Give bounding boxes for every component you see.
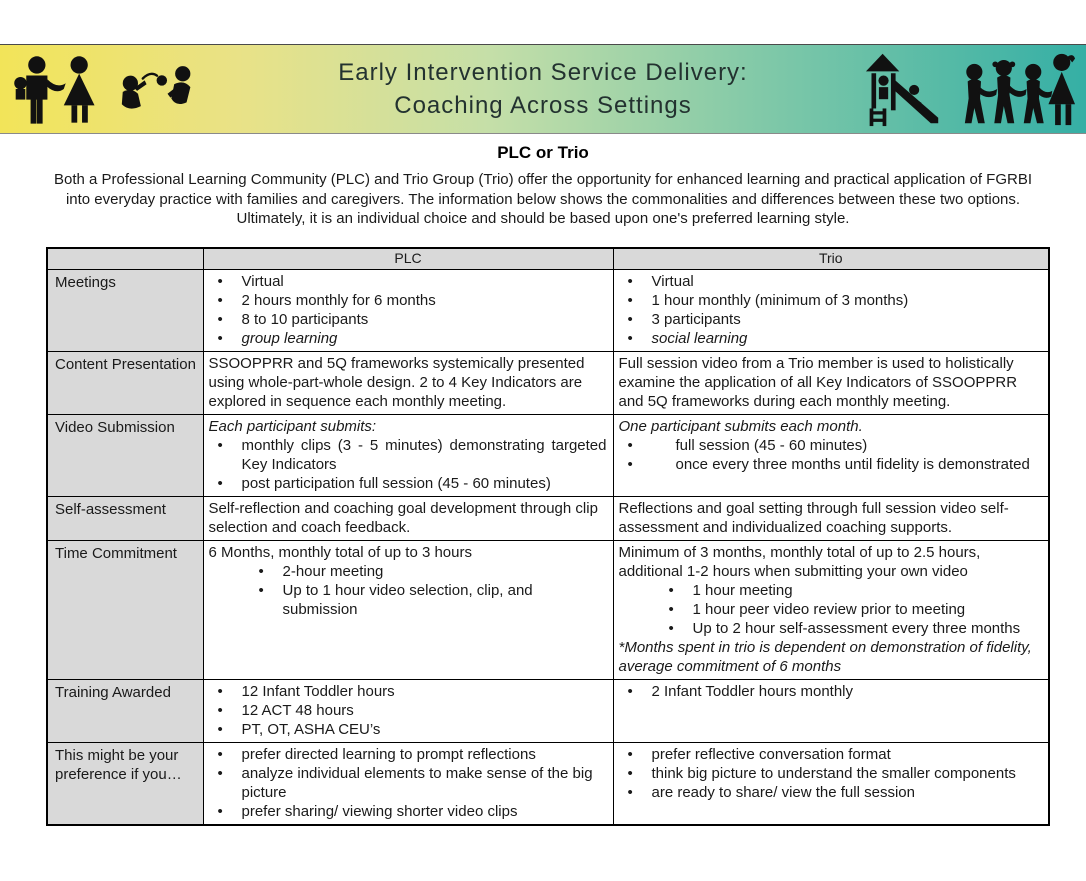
bullet-marker: • [217, 329, 223, 347]
bullet-text: full session (45 - 60 minutes) [675, 436, 868, 454]
bullet-item [619, 291, 1043, 310]
bullet-item [619, 619, 1043, 638]
bullet-marker: • [668, 600, 674, 618]
bullet-item [209, 291, 607, 310]
bullet-item [209, 745, 607, 764]
row-label: Training Awarded [47, 679, 203, 742]
group-walking-icon [960, 45, 1078, 133]
bullet-text: 12 Infant Toddler hours [241, 682, 395, 700]
cell-trio [613, 742, 1049, 825]
row-label: Meetings [47, 269, 203, 351]
row-label: This might be your preference if you… [47, 742, 203, 825]
bullet-item [619, 455, 1043, 474]
bullet-marker: • [627, 764, 633, 782]
bullet-text: 2-hour meeting [282, 562, 384, 580]
bullet-item [619, 783, 1043, 802]
bullet-marker: • [627, 745, 633, 763]
bullet-item [619, 682, 1043, 701]
bullet-marker: • [668, 619, 674, 637]
header-cell-plc: PLC [203, 248, 613, 270]
header-banner [0, 44, 1086, 134]
row-label: Content Presentation [47, 351, 203, 414]
cell-trio [613, 679, 1049, 742]
bullet-text: prefer reflective conversation format [651, 745, 891, 763]
cell-plc [203, 540, 613, 679]
table-header-row [47, 248, 1049, 270]
bullet-text: once every three months until fidelity is demonstrated [675, 455, 1030, 473]
bullet-item [209, 272, 607, 291]
bullet-marker: • [217, 682, 223, 700]
bullet-marker: • [217, 764, 223, 782]
cell-trio [613, 414, 1049, 496]
cell-plc [203, 414, 613, 496]
bullet-text: post participation full session (45 - 60 minutes) [241, 474, 551, 492]
cell-italic-text: Each participant submits: [208, 417, 377, 435]
bullet-marker: • [217, 291, 223, 309]
bullet-text: social learning [651, 329, 748, 347]
banner-title-line2: Coaching Across Settings [394, 92, 692, 119]
bullet-text: prefer sharing/ viewing shorter video clips [241, 802, 518, 820]
bullet-text: Up to 1 hour video selection, clip, and submission [282, 581, 533, 618]
table-row [47, 742, 1049, 825]
bullet-item [209, 329, 607, 348]
bullet-marker: • [258, 562, 264, 580]
bullet-marker: • [627, 682, 633, 700]
header-cell-empty [47, 248, 203, 270]
bullet-text: prefer directed learning to prompt reflections [241, 745, 536, 763]
bullet-text: analyze individual elements to make sense of the big picture [241, 764, 593, 801]
row-label: Video Submission [47, 414, 203, 496]
bullet-marker: • [627, 783, 633, 801]
cell-trio [613, 540, 1049, 679]
cell-plc [203, 269, 613, 351]
cell-italic-text: One participant submits each month. [618, 417, 863, 435]
cell-trio [613, 269, 1049, 351]
bullet-text: Up to 2 hour self-assessment every three months [692, 619, 1021, 637]
table-row [47, 414, 1049, 496]
cell-trio [613, 496, 1049, 540]
bullet-text: 2 Infant Toddler hours monthly [651, 682, 854, 700]
cell-text: 6 Months, monthly total of up to 3 hours [208, 543, 472, 561]
bullet-item [209, 310, 607, 329]
bullet-item [209, 720, 607, 739]
bullet-item [209, 581, 607, 619]
bullet-item [619, 764, 1043, 783]
bullet-item [619, 600, 1043, 619]
bullet-item [209, 764, 607, 802]
bullet-text: Virtual [241, 272, 284, 290]
bullet-marker: • [258, 581, 264, 599]
bullet-marker: • [217, 802, 223, 820]
cell-trio [613, 351, 1049, 414]
table-row [47, 351, 1049, 414]
cell-text: SSOOPPRR and 5Q frameworks systemically presented using whole-part-whole design. 2 to 4 Key Indicators are explored in sequence each monthly meeting. [208, 354, 585, 410]
table-row [47, 496, 1049, 540]
bullet-text: PT, OT, ASHA CEU’s [241, 720, 381, 738]
page-title: PLC or Trio [497, 143, 589, 162]
row-label: Self-assessment [47, 496, 203, 540]
bullet-marker: • [627, 291, 633, 309]
cell-plc [203, 679, 613, 742]
bullet-text: 1 hour peer video review prior to meeting [692, 600, 966, 618]
table-row [47, 269, 1049, 351]
bullet-marker: • [217, 745, 223, 763]
cell-italic-text: *Months spent in trio is dependent on demonstration of fidelity, average commitment of 6 months [618, 638, 1032, 675]
bullet-marker: • [668, 581, 674, 599]
bullet-marker: • [217, 436, 223, 454]
family-icon [8, 45, 108, 133]
bullet-marker: • [217, 272, 223, 290]
bullet-item [619, 310, 1043, 329]
table-row [47, 540, 1049, 679]
bullet-text: think big picture to understand the smaller components [651, 764, 1016, 782]
bullet-item [209, 701, 607, 720]
bullet-marker: • [627, 329, 633, 347]
children-ball-icon [118, 45, 198, 133]
cell-plc [203, 351, 613, 414]
bullet-marker: • [627, 272, 633, 290]
bullet-text: 2 hours monthly for 6 months [241, 291, 436, 309]
cell-text: Self-reflection and coaching goal development through clip selection and coach feedback. [208, 499, 598, 536]
bullet-text: 12 ACT 48 hours [241, 701, 354, 719]
bullet-text: Virtual [651, 272, 694, 290]
cell-plc [203, 742, 613, 825]
playground-slide-icon [860, 45, 946, 133]
bullet-item [209, 562, 607, 581]
bullet-text: monthly clips (3 - 5 minutes) demonstrating targeted Key Indicators [241, 436, 607, 473]
bullet-item [209, 682, 607, 701]
bullet-item [619, 436, 1043, 455]
bullet-text: group learning [241, 329, 338, 347]
intro-paragraph: Both a Professional Learning Community (PLC) and Trio Group (Trio) offer the opportunity for enhanced learning and practical application of FGRBI into everyday practice with families and caregivers. The information below shows the commonalities and differences between these two options. Ultimately, it is an individual choice and should be based upon one's preferred learning style. [53, 171, 1032, 227]
bullet-marker: • [627, 436, 633, 454]
comparison-table-body [47, 269, 1049, 825]
banner-title [338, 56, 747, 122]
bullet-marker: • [217, 310, 223, 328]
bullet-text: 3 participants [651, 310, 741, 328]
cell-text: Full session video from a Trio member is used to holistically examine the application of all Key Indicators of SSOOPPRR and 5Q frameworks during each monthly meeting. [618, 354, 1018, 410]
bullet-text: 1 hour monthly (minimum of 3 months) [651, 291, 909, 309]
bullet-item [619, 581, 1043, 600]
bullet-marker: • [217, 720, 223, 738]
bullet-marker: • [627, 455, 633, 473]
cell-text: Reflections and goal setting through full session video self-assessment and individualized coaching supports. [618, 499, 1009, 536]
table-row [47, 679, 1049, 742]
plc-trio-comparison-table [46, 247, 1050, 826]
bullet-text: are ready to share/ view the full session [651, 783, 915, 801]
cell-plc [203, 496, 613, 540]
bullet-item [209, 802, 607, 821]
bullet-marker: • [627, 310, 633, 328]
bullet-marker: • [217, 701, 223, 719]
bullet-item [209, 474, 607, 493]
bullet-text: 8 to 10 participants [241, 310, 369, 328]
header-cell-trio: Trio [613, 248, 1049, 270]
bullet-item [209, 436, 607, 474]
banner-title-line1: Early Intervention Service Delivery: [338, 59, 748, 86]
row-label: Time Commitment [47, 540, 203, 679]
bullet-item [619, 745, 1043, 764]
bullet-item [619, 329, 1043, 348]
bullet-item [619, 272, 1043, 291]
cell-text: Minimum of 3 months, monthly total of up to 2.5 hours, additional 1-2 hours when submitting your own video [618, 543, 981, 580]
bullet-marker: • [217, 474, 223, 492]
bullet-text: 1 hour meeting [692, 581, 793, 599]
